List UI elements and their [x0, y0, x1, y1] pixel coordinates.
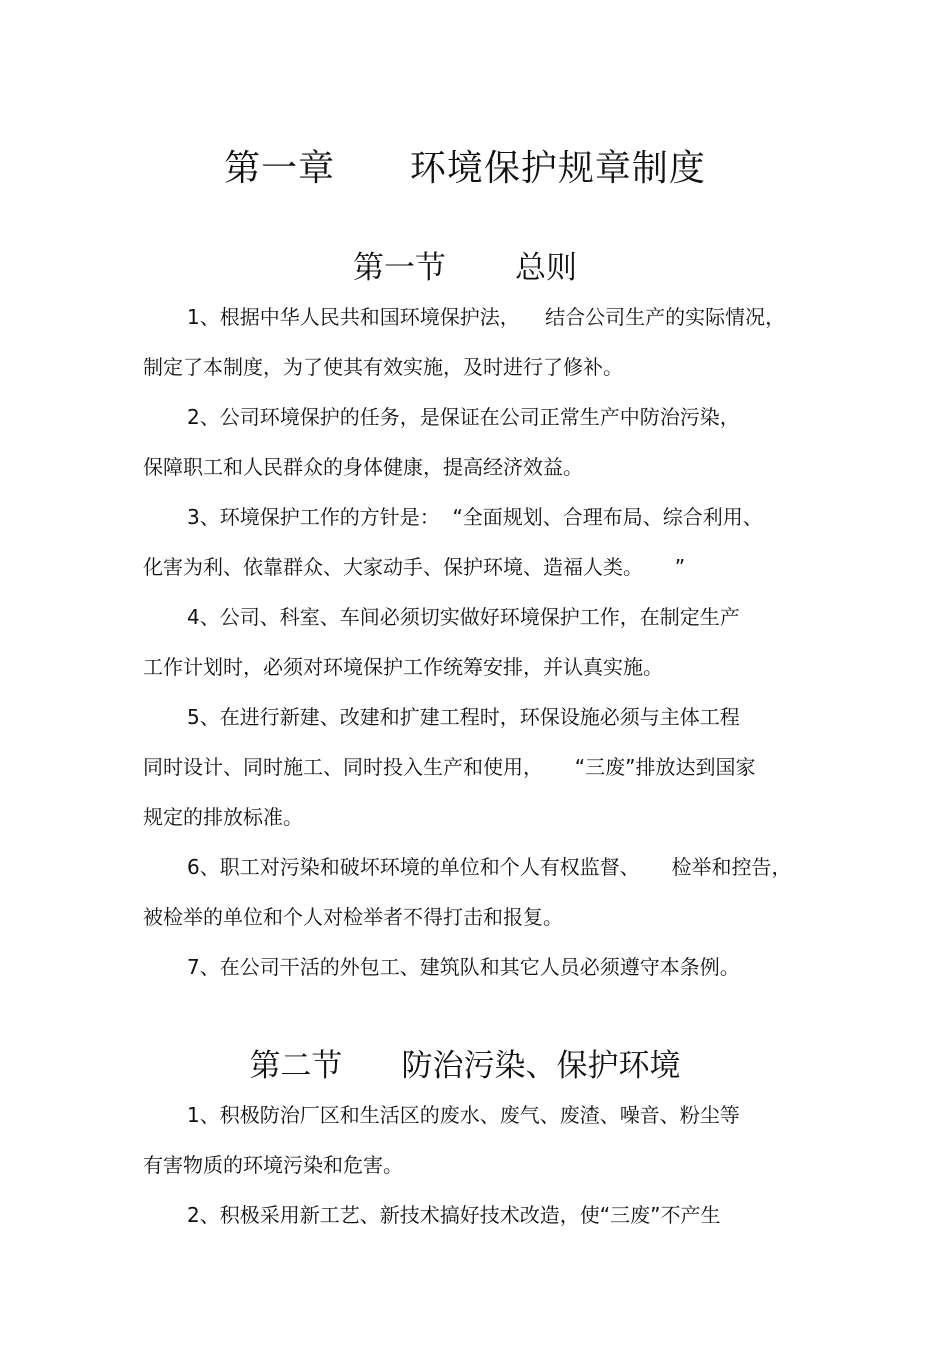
- paragraph-line: 化害为利、依靠群众、大家动手、保护环境、造福人类。 ”: [143, 555, 686, 579]
- paragraph-line: 规定的排放标准。: [143, 805, 303, 829]
- paragraph-line: 1、根据中华人民共和国环境保护法， 结合公司生产的实际情况，: [187, 305, 786, 329]
- paragraph-line: 被检举的单位和个人对检举者不得打击和报复。: [143, 905, 563, 929]
- paragraph-line: 1、积极防治厂区和生活区的废水、废气、废渣、噪音、粉尘等: [187, 1103, 740, 1127]
- paragraph-line: 7、在公司干活的外包工、建筑队和其它人员必须遵守本条例。: [187, 955, 740, 979]
- paragraph-line: 有害物质的环境污染和危害。: [143, 1153, 403, 1177]
- paragraph-line: 工作计划时，必须对环境保护工作统筹安排，并认真实施。: [143, 655, 663, 679]
- paragraph-line: 4、公司、科室、车间必须切实做好环境保护工作，在制定生产: [187, 605, 740, 629]
- section-title: 第一节 总则: [353, 250, 577, 286]
- paragraph-line: 2、公司环境保护的任务，是保证在公司正常生产中防治污染，: [187, 405, 740, 429]
- paragraph-line: 3、环境保护工作的方针是： “全面规划、合理布局、综合利用、: [187, 505, 763, 529]
- section-title: 第二节 防治污染、保护环境: [249, 1048, 681, 1084]
- paragraph-line: 5、在进行新建、改建和扩建工程时，环保设施必须与主体工程: [187, 705, 740, 729]
- paragraph-line: 保障职工和人民群众的身体健康，提高经济效益。: [143, 455, 583, 479]
- paragraph-line: 6、职工对污染和破坏环境的单位和个人有权监督、 检举和控告，: [187, 855, 792, 879]
- chapter-title: 第一章 环境保护规章制度: [224, 148, 706, 189]
- paragraph-line: 同时设计、同时施工、同时投入生产和使用， “三废”排放达到国家: [143, 755, 756, 779]
- paragraph-line: 2、积极采用新工艺、新技术搞好技术改造，使“三废”不产生: [187, 1203, 721, 1227]
- paragraph-line: 制定了本制度，为了使其有效实施，及时进行了修补。: [143, 355, 623, 379]
